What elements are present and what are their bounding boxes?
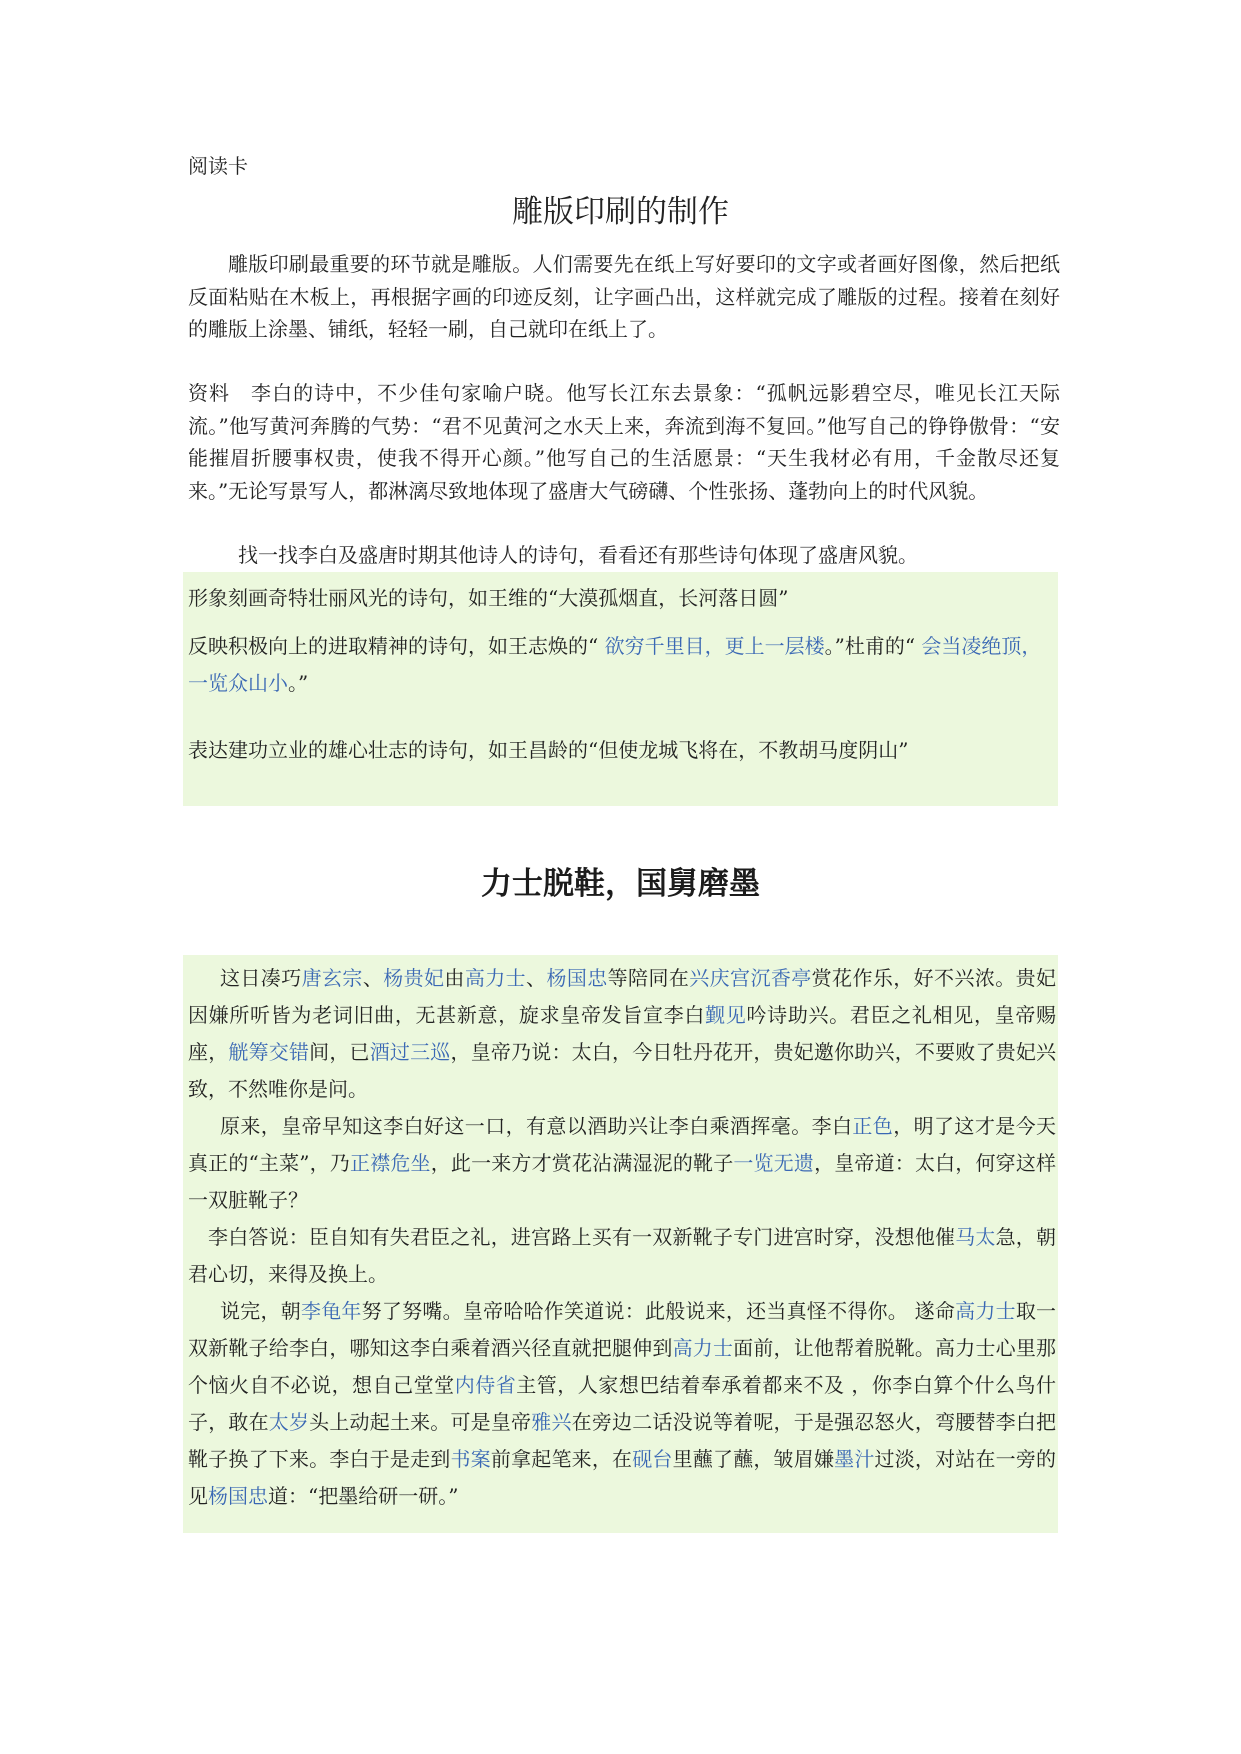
answer-line-1: 形象刻画奇特壮丽风光的诗句，如王维的“大漠孤烟直，长河落日圆”	[188, 586, 789, 610]
answer-text: 。”	[288, 671, 309, 695]
story-text-segment: 在旁边二话没说等着呢，于是强忍怒火，弯腰替李白把靴子换了下来。李白于是走到	[188, 1410, 1057, 1471]
story-link[interactable]: 高力士	[672, 1336, 734, 1360]
story-text-segment: 前拿起笔来，在	[490, 1447, 633, 1471]
story-text-segment: ，皇帝道：太白，何穿这样一双脏靴子？	[188, 1151, 1057, 1212]
answer-text: 反映积极向上的进取精神的诗句，如王志焕的“	[188, 634, 605, 658]
poem-link[interactable]: 欲穷千里目，更上一层楼	[604, 634, 825, 658]
answer-line-2	[188, 628, 1056, 702]
story-text-segment: 吟诗助兴。君臣之礼相见，皇帝赐座，	[188, 1003, 1057, 1064]
story-link[interactable]: 高力士	[464, 966, 527, 990]
story-link[interactable]: 墨汁	[834, 1447, 875, 1471]
story-text-segment: 过淡，对站在一旁的见	[188, 1447, 1057, 1508]
story-text-segment: ，此一来方才赏花沾满湿泥的靴子	[430, 1151, 734, 1175]
story-text-segment: 努了努嘴。皇帝哈哈作笑道说：此般说来，还当真怪不得你。 遂命	[361, 1299, 956, 1323]
task-paragraph: 找一找李白及盛唐时期其他诗人的诗句，看看还有那些诗句体现了盛唐风貌。	[238, 543, 918, 567]
story-text-segment: ，明了这才是今天真正的“主菜”，乃	[188, 1114, 1057, 1175]
story-link[interactable]: 内侍省	[454, 1373, 517, 1397]
story-link[interactable]: 太岁	[268, 1410, 310, 1434]
story-paragraph	[188, 1108, 1056, 1219]
story-link[interactable]: 兴庆宫沉香亭	[689, 966, 812, 990]
story-link[interactable]: 觐见	[705, 1003, 747, 1027]
answer-line-3: 表达建功立业的雄心壮志的诗句，如王昌龄的“但使龙城飞将在，不教胡马度阴山”	[188, 738, 909, 762]
story-link[interactable]: 李龟年	[300, 1299, 362, 1323]
story-text-segment: 、	[362, 966, 384, 990]
story-link[interactable]: 正色	[852, 1114, 894, 1138]
title-woodblock-printing: 雕版印刷的制作	[512, 194, 729, 230]
story-text-segment: 由	[444, 966, 465, 990]
story-text-segment: 道：“把墨给研一研。”	[268, 1484, 459, 1508]
story-text-segment: 面前，让他帮着脱靴。高力士心里那个恼火自不必说，想自己堂堂	[188, 1336, 1057, 1397]
story-text	[188, 960, 1056, 1515]
story-text-segment: 急，朝君心切，来得及换上。	[188, 1225, 1056, 1286]
story-text-segment: 主管，人家想巴结着奉承着都来不及 ，你李白算个什么鸟什子，敢在	[188, 1373, 1057, 1434]
story-link[interactable]: 高力士	[955, 1299, 1016, 1323]
story-text-segment: 里蘸了蘸，皱眉嫌	[672, 1447, 835, 1471]
story-text-segment: 说完，朝	[220, 1299, 301, 1323]
story-link[interactable]: 唐玄宗	[301, 966, 363, 990]
story-link[interactable]: 雅兴	[531, 1410, 572, 1434]
story-link[interactable]: 杨贵妃	[383, 966, 445, 990]
story-box	[183, 955, 1058, 1533]
intro-paragraph: 雕版印刷最重要的环节就是雕版。人们需要先在纸上写好要印的文字或者画好图像，然后把纸反面粘贴在木板上，再根据字画的印迹反刻，让字画凸出，这样就完成了雕版的过程。接着在刻好的雕版上涂墨、铺纸，轻轻一刷，自己就印在纸上了。	[188, 252, 1060, 341]
story-link[interactable]: 杨国忠	[546, 966, 608, 990]
story-text-segment: 间，已	[309, 1040, 370, 1064]
story-link[interactable]: 一览无遗	[733, 1151, 815, 1175]
source-paragraph: 资料 李白的诗中，不少佳句家喻户晓。他写长江东去景象：“孤帆远影碧空尽，唯见长江天际流。”他写黄河奔腾的气势：“君不见黄河之水天上来，奔流到海不复回。”他写自己的铮铮傲骨：“安能摧眉折腰事权贵，使我不得开心颜。”他写自己的生活愿景：“天生我材必有用，千金散尽还复来。”无论写景写人，都淋漓尽致地体现了盛唐大气磅礴、个性张扬、蓬勃向上的时代风貌。	[188, 381, 1060, 503]
story-paragraph	[188, 960, 1056, 1108]
story-text-segment: ，皇帝乃说：太白，今日牡丹花开，贵妃邀你助兴，不要败了贵妃兴致，不然唯你是问。	[188, 1040, 1057, 1101]
story-text-segment: 赏花作乐，好不兴浓。贵妃因嫌所听皆为老词旧曲，无甚新意，旋求皇帝发旨宣李白	[188, 966, 1057, 1027]
story-link[interactable]: 觥筹交错	[228, 1040, 310, 1064]
story-paragraph	[188, 1293, 1056, 1515]
story-paragraph	[188, 1219, 1056, 1293]
story-link[interactable]: 砚台	[632, 1447, 673, 1471]
story-text-segment: 等陪同在	[607, 966, 690, 990]
story-link[interactable]: 酒过三巡	[369, 1040, 451, 1064]
story-text-segment: 原来，皇帝早知这李白好这一口，有意以酒助兴让李白乘酒挥毫。李白	[220, 1114, 853, 1138]
reading-card-label: 阅读卡	[188, 154, 248, 178]
story-text-segment: 头上动起土来。可是皇帝	[309, 1410, 532, 1434]
poem-link[interactable]: 会当凌绝顶，一览众山小	[188, 634, 1042, 695]
story-link[interactable]: 正襟危坐	[350, 1151, 431, 1175]
story-link[interactable]: 杨国忠	[208, 1484, 268, 1508]
story-text-segment: 取一双新靴子给李白，哪知这李白乘着酒兴径直就把腿伸到	[188, 1299, 1057, 1360]
story-text-segment: 这日凑巧	[220, 966, 302, 990]
answer-text: 。”杜甫的“	[824, 634, 922, 658]
story-link[interactable]: 马太	[955, 1225, 996, 1249]
story-text-segment: 、	[526, 966, 547, 990]
story-link[interactable]: 书案	[450, 1447, 491, 1471]
title-story: 力士脱鞋，国舅磨墨	[481, 866, 760, 902]
answer-box	[183, 572, 1058, 806]
story-text-segment: 李白答说：臣自知有失君臣之礼，进宫路上买有一双新靴子专门进宫时穿，没想他催	[208, 1225, 956, 1249]
